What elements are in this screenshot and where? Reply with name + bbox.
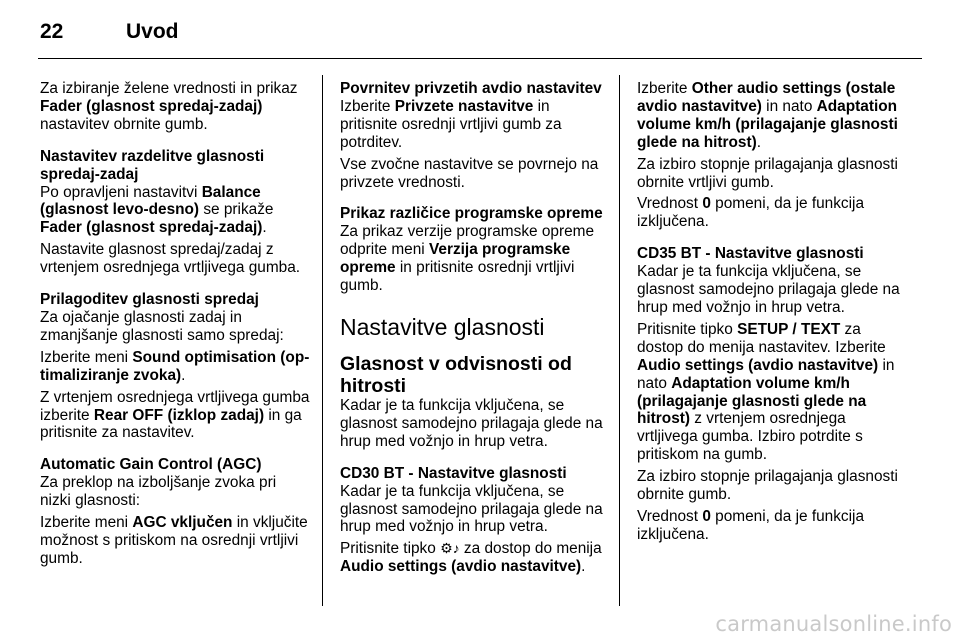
paragraph-zero-off: Vrednost 0 pomeni, da je funkcija izključena.: [637, 195, 865, 231]
paragraph-rear-off: Z vrtenjem osrednjega vrtljivega gumba izberite Rear OFF (izklop zadaj) in ga pritisnite za nastavitev.: [40, 388, 310, 442]
paragraph-defaults-restored: Vse zvočne nastavitve se povrnejo na privzete vrednosti.: [340, 155, 599, 191]
heading-cd30: CD30 BT - Nastavitve glasnosti Kadar je ta funkcija vključena, se glasnost samodejno prilagaja glede na hrup med vožnjo in hrup vetra.: [340, 464, 603, 536]
section-title-volume-settings: Nastavitve glasnosti: [340, 313, 545, 340]
paragraph-adjust-level: Za izbiro stopnje prilagajanja glasnosti obrnite vrtljivi gumb.: [637, 155, 898, 191]
heading-volume-distribution: Nastavitev razdelitve glasnosti spredaj-zadaj Po opravljeni nastavitvi Balance (glasnost levo-desno) se prikaže Fader (glasnost spredaj-zadaj).: [40, 147, 274, 237]
subsection-speed-volume: Glasnost v odvisnosti od hitrosti: [340, 352, 572, 397]
paragraph-other-audio: Izberite Other audio settings (ostale avdio nastavitve) in nato Adaptation volume km/h (prilagajanje glasnosti glede na hitrost).: [637, 80, 898, 151]
paragraph-sound-optimisation: Izberite meni Sound optimisation (op-timaliziranje zvoka).: [40, 348, 310, 384]
heading-software-version: Prikaz različice programske opreme Za prikaz verzije programske opreme odprite meni Verzija programske opreme in pritisnite osrednji vrtljivi gumb.: [340, 205, 603, 295]
paragraph-front-rear: Nastavite glasnost spredaj/zadaj z vrtenjem osrednjega vrtljivega gumba.: [40, 241, 301, 277]
chapter-title: Uvod: [126, 20, 179, 43]
text-column-1: [40, 80, 310, 568]
header-rule: [38, 58, 922, 59]
heading-front-volume: Prilagoditev glasnosti spredaj Za ojačanje glasnosti zadaj in zmanjšanje glasnosti samo spredaj:: [40, 291, 284, 344]
column-divider-2: [619, 75, 620, 606]
paragraph-cd30-menu: Pritisnite tipko ⚙♪ za dostop do menija Audio settings (avdio nastavitve).: [340, 540, 602, 576]
text-column-2: [340, 80, 610, 576]
column-divider-1: [322, 75, 323, 606]
text-column-3: [637, 80, 907, 544]
heading-restore-defaults: Povrnitev privzetih avdio nastavitev Izberite Privzete nastavitve in pritisnite osrednji vrtljivi gumb za potrditev.: [340, 80, 602, 151]
page-header: [40, 20, 920, 50]
paragraph-agc-on: Izberite meni AGC vključen in vključite možnost s pritiskom na osrednji vrtljivi gumb.: [40, 514, 308, 567]
heading-cd35: CD35 BT - Nastavitve glasnosti Kadar je ta funkcija vključena, se glasnost samodejno prilagaja glede na hrup med vožnjo in hrup vetra.: [637, 245, 900, 316]
paragraph-cd35-menu: Pritisnite tipko SETUP / TEXT za dostop do menija nastavitev. Izberite Audio settings (avdio nastavitve) in nato Adaptation volume km/h (prilagajanje glasnosti glede na hitrost) z vrtenjem osrednjega vrtljivega gumba. Izbiro potrdite s pritiskom na gumb.: [637, 320, 895, 464]
heading-agc: Automatic Gain Control (AGC) Za preklop na izboljšanje zvoka pri nizki glasnosti:: [40, 456, 277, 510]
paragraph-fader-intro: Za izbiranje želene vrednosti in prikaz Fader (glasnost spredaj-zadaj) nastavitev obrnite gumb.: [40, 80, 298, 133]
settings-music-icon: ⚙♪: [440, 540, 460, 557]
paragraph-zero-off-2: Vrednost 0 pomeni, da je funkcija izključena.: [637, 507, 865, 543]
page-number: 22: [40, 20, 64, 43]
watermark: carmanualsonline.info: [715, 612, 952, 636]
paragraph-speed-volume: Kadar je ta funkcija vključena, se glasnost samodejno prilagaja glede na hrup med vožnjo in hrup vetra.: [340, 396, 603, 450]
paragraph-adjust-level-2: Za izbiro stopnje prilagajanja glasnosti obrnite gumb.: [637, 468, 898, 504]
